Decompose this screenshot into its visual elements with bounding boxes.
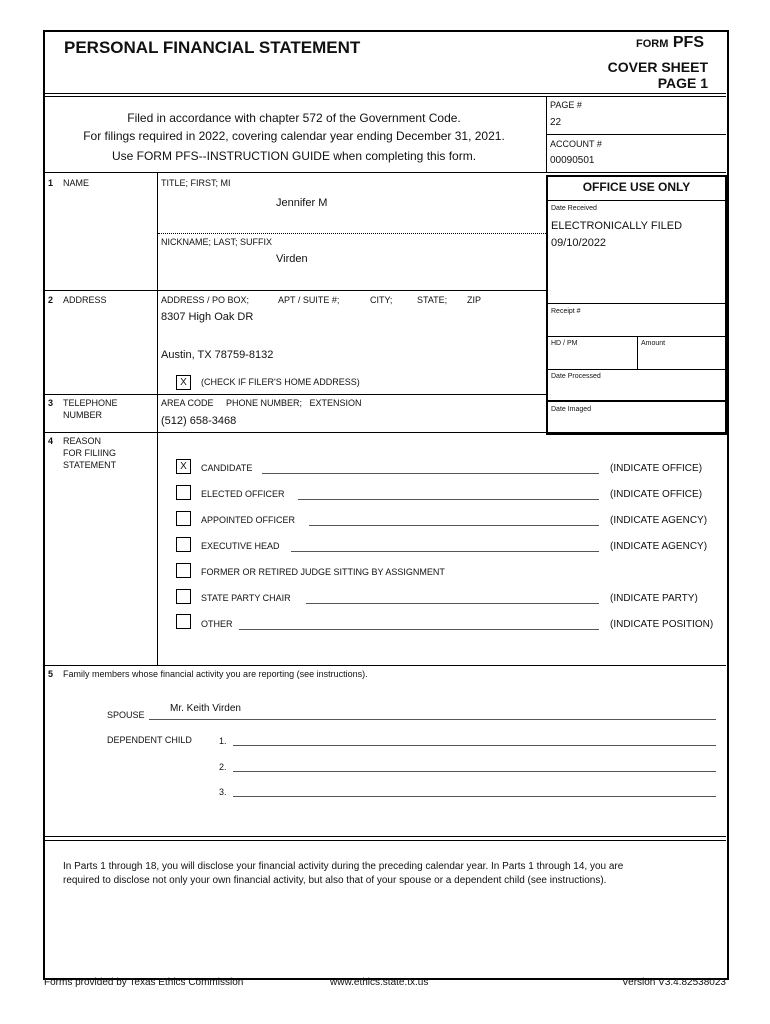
page-label: PAGE 1 (657, 75, 708, 91)
section-4-number: 4 (48, 436, 54, 446)
form-prefix: FORM (636, 38, 669, 50)
nickname-last-suffix-label: NICKNAME; LAST; SUFFIX (161, 237, 273, 247)
form-title: PERSONAL FINANCIAL STATEMENT (64, 38, 361, 57)
filing-status: ELECTRONICALLY FILED (551, 220, 683, 232)
title-first-mi-label: TITLE; FIRST; MI (161, 178, 231, 188)
other-label: OTHER (201, 619, 233, 629)
appointed-officer-checkbox[interactable] (176, 511, 191, 526)
executive-head-note: (INDICATE AGENCY) (610, 541, 708, 552)
child-1-field[interactable] (233, 745, 716, 746)
hd-pm-label: HD / PM (551, 340, 578, 347)
date-processed-label: Date Processed (551, 373, 601, 380)
address-col-apt: APT / SUITE #; (278, 295, 340, 305)
candidate-label: CANDIDATE (201, 463, 253, 473)
address-line-2[interactable]: Austin, TX 78759-8132 (161, 349, 274, 361)
page-number-value: 22 (550, 117, 562, 128)
telephone-label-2: NUMBER (63, 410, 103, 420)
amount-label: Amount (641, 340, 666, 347)
name-section-label: NAME (63, 178, 90, 188)
appointed-officer-note: (INDICATE AGENCY) (610, 515, 708, 526)
section-5-number: 5 (48, 669, 54, 679)
candidate-checkbox[interactable]: X (176, 459, 191, 474)
footer-website[interactable]: www.ethics.state.tx.us (330, 977, 429, 988)
family-section-label: Family members whose financial activity you are reporting (see instructions). (63, 669, 368, 679)
elected-officer-label: ELECTED OFFICER (201, 489, 285, 499)
form-code-value: PFS (672, 34, 704, 51)
spouse-label: SPOUSE (107, 710, 145, 720)
home-address-label: (CHECK IF FILER'S HOME ADDRESS) (201, 377, 360, 387)
state-party-chair-note: (INDICATE PARTY) (610, 593, 698, 604)
page-number-label: PAGE # (550, 100, 582, 110)
date-received-label: Date Received (551, 205, 597, 212)
office-use-box (546, 175, 727, 435)
section-3-number: 3 (48, 398, 54, 408)
other-checkbox[interactable] (176, 614, 191, 629)
address-col-zip: ZIP (467, 295, 482, 305)
footer-provider: Forms provided by Texas Ethics Commission (44, 977, 244, 988)
address-col-address: ADDRESS / PO BOX; (161, 295, 250, 305)
telephone-label-1: TELEPHONE (63, 398, 118, 408)
reason-label-3: STATEMENT (63, 460, 117, 470)
sheet-label: COVER SHEET (607, 59, 708, 75)
home-address-checkbox[interactable]: X (176, 375, 191, 390)
dependent-child-label: DEPENDENT CHILD (107, 735, 192, 745)
receipt-label: Receipt # (551, 308, 581, 315)
address-section-label: ADDRESS (63, 295, 107, 305)
telephone-fields-label: AREA CODE PHONE NUMBER; EXTENSION (161, 398, 362, 408)
elected-officer-checkbox[interactable] (176, 485, 191, 500)
intro-line-2: For filings required in 2022, covering calendar year ending December 31, 2021. (83, 129, 505, 143)
footer-version: Version V3.4.82538023 (622, 977, 726, 988)
notice-line-2: required to disclose not only your own financial activity, but also that of your spouse or a dependent child (see instructions). (63, 875, 607, 886)
account-number-label: ACCOUNT # (550, 139, 602, 149)
appointed-officer-label: APPOINTED OFFICER (201, 515, 296, 525)
retired-judge-label: FORMER OR RETIRED JUDGE SITTING BY ASSIGNMENT (201, 567, 445, 577)
executive-head-label: EXECUTIVE HEAD (201, 541, 280, 551)
reason-label-1: REASON (63, 436, 102, 446)
form-code (600, 34, 704, 52)
section-2-number: 2 (48, 295, 54, 305)
telephone-field[interactable]: (512) 658-3468 (161, 415, 237, 427)
date-imaged-label: Date Imaged (551, 406, 592, 413)
filing-date: 09/10/2022 (551, 237, 607, 249)
spouse-field[interactable]: Mr. Keith Virden (170, 703, 241, 714)
child-2-number: 2. (219, 762, 227, 772)
child-3-number: 3. (219, 787, 227, 797)
state-party-chair-label: STATE PARTY CHAIR (201, 593, 291, 603)
first-name-field[interactable]: Jennifer M (276, 197, 328, 209)
retired-judge-checkbox[interactable] (176, 563, 191, 578)
intro-line-3: Use FORM PFS--INSTRUCTION GUIDE when completing this form. (111, 149, 477, 163)
executive-head-checkbox[interactable] (176, 537, 191, 552)
last-name-field[interactable]: Virden (276, 253, 308, 265)
intro-line-1: Filed in accordance with chapter 572 of the Government Code. (127, 111, 461, 125)
child-1-number: 1. (219, 736, 227, 746)
child-2-field[interactable] (233, 771, 716, 772)
account-number-value: 00090501 (550, 155, 595, 166)
section-1-number: 1 (48, 178, 54, 188)
other-note: (INDICATE POSITION) (610, 619, 714, 630)
reason-label-2: FOR FILIING (63, 448, 117, 458)
candidate-note: (INDICATE OFFICE) (610, 463, 703, 474)
child-3-field[interactable] (233, 796, 716, 797)
address-col-city: CITY; (370, 295, 393, 305)
notice-line-1: In Parts 1 through 18, you will disclose your financial activity during the preceding calendar year. In Parts 1 through 14, you are (63, 861, 624, 872)
office-use-title: OFFICE USE ONLY (582, 180, 691, 194)
address-line-1[interactable]: 8307 High Oak DR (161, 311, 254, 323)
state-party-chair-checkbox[interactable] (176, 589, 191, 604)
elected-officer-note: (INDICATE OFFICE) (610, 489, 703, 500)
address-col-state: STATE; (417, 295, 448, 305)
